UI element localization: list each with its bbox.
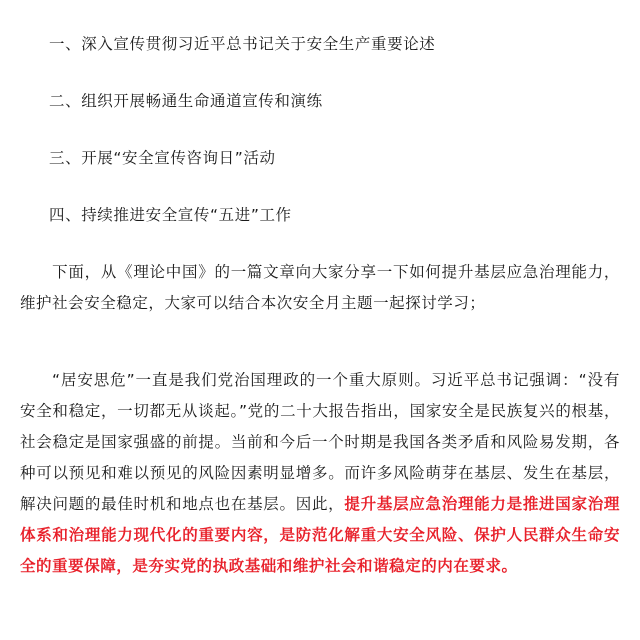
body-paragraph	[20, 365, 620, 582]
intro-paragraph	[20, 257, 620, 319]
heading-2: 二、组织开展畅通生命通道宣传和演练	[49, 92, 323, 110]
heading-3: 三、开展“安全宣传咨询日”活动	[49, 149, 276, 167]
heading-4: 四、持续推进安全宣传“五进”工作	[49, 206, 292, 224]
body-plain-text: “居安思危”一直是我们党治国理政的一个重大原则。习近平总书记强调：“没有安全和稳定，一切都无从谈起。”党的二十大报告指出，国家安全是民族复兴的根基，社会稳定是国家强盛的前提。当前和今后一个时期是我国各类矛盾和风险易发期，各种可以预见和难以预见的风险因素明显增多。而许多风险萌芽在基层、发生在基层，解决问题的最佳时机和地点也在基层。因此，	[20, 371, 620, 513]
intro-text: 下面，从《理论中国》的一篇文章向大家分享一下如何提升基层应急治理能力，维护社会安全稳定，大家可以结合本次安全月主题一起探讨学习；	[20, 263, 620, 312]
body-emphasis-text: 提升基层应急治理能力是推进国家治理体系和治理能力现代化的重要内容，是防范化解重大安全风险、保护人民群众生命安全的重要保障，是夯实党的执政基础和维护社会和谐稳定的内在要求。	[20, 495, 620, 575]
heading-1: 一、深入宣传贯彻习近平总书记关于安全生产重要论述	[49, 35, 436, 53]
